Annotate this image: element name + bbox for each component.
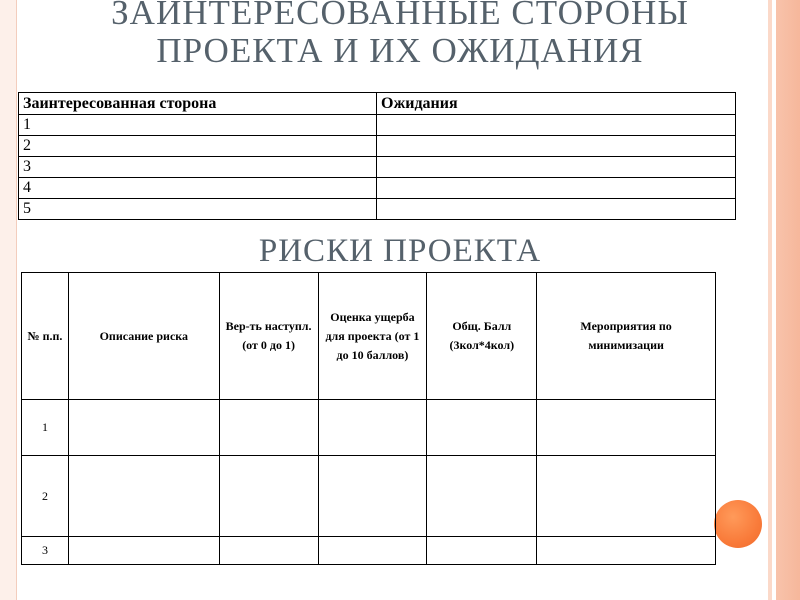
table-cell: 1 bbox=[22, 400, 69, 456]
table-row bbox=[22, 456, 716, 537]
table-row bbox=[19, 115, 736, 136]
table-cell bbox=[318, 537, 427, 565]
orange-circle-decoration bbox=[714, 500, 762, 548]
table-cell bbox=[68, 456, 219, 537]
table-row bbox=[19, 136, 736, 157]
stakeholders-table bbox=[18, 92, 736, 220]
header-probability: Вер-ть наступл. (от 0 до 1) bbox=[219, 273, 318, 400]
table-cell bbox=[427, 456, 537, 537]
table-cell bbox=[68, 400, 219, 456]
table-cell: 3 bbox=[22, 537, 69, 565]
right-decorative-border bbox=[768, 0, 800, 600]
table-cell bbox=[377, 136, 736, 157]
table-cell bbox=[318, 400, 427, 456]
table-row bbox=[22, 537, 716, 565]
table-cell bbox=[318, 456, 427, 537]
table-cell bbox=[427, 400, 537, 456]
table-header-row bbox=[22, 273, 716, 400]
header-stakeholder: Заинтересованная сторона bbox=[19, 93, 377, 115]
table-cell: 2 bbox=[22, 456, 69, 537]
table-cell bbox=[377, 178, 736, 199]
table-row bbox=[19, 199, 736, 220]
header-mitigation: Мероприятия по минимизации bbox=[537, 273, 716, 400]
table-cell bbox=[377, 115, 736, 136]
slide-title-line1: ЗАИНТЕРЕСОВАННЫЕ СТОРОНЫ bbox=[111, 0, 689, 32]
table-cell bbox=[219, 400, 318, 456]
table-cell bbox=[377, 199, 736, 220]
header-risk-description: Описание риска bbox=[68, 273, 219, 400]
table-cell bbox=[377, 157, 736, 178]
table-cell bbox=[427, 537, 537, 565]
table-cell: 1 bbox=[19, 115, 377, 136]
slide-title bbox=[40, 0, 760, 70]
header-expectations: Ожидания bbox=[377, 93, 736, 115]
table-cell bbox=[537, 400, 716, 456]
table-cell: 4 bbox=[19, 178, 377, 199]
table-cell bbox=[537, 537, 716, 565]
table-row bbox=[22, 400, 716, 456]
table-cell: 5 bbox=[19, 199, 377, 220]
table-cell bbox=[219, 537, 318, 565]
risks-section-title: РИСКИ ПРОЕКТА bbox=[258, 233, 542, 269]
risks-table bbox=[21, 272, 716, 565]
header-number: № п.п. bbox=[22, 273, 69, 400]
table-cell: 3 bbox=[19, 157, 377, 178]
slide-title-line2: ПРОЕКТА И ИХ ОЖИДАНИЯ bbox=[156, 31, 644, 70]
left-decorative-border bbox=[0, 0, 17, 600]
table-cell bbox=[68, 537, 219, 565]
table-header-row bbox=[19, 93, 736, 115]
table-cell: 2 bbox=[19, 136, 377, 157]
table-cell bbox=[219, 456, 318, 537]
header-total-score: Общ. Балл (3кол*4кол) bbox=[427, 273, 537, 400]
table-row bbox=[19, 157, 736, 178]
header-damage-assessment: Оценка ущерба для проекта (от 1 до 10 баллов) bbox=[318, 273, 427, 400]
table-cell bbox=[537, 456, 716, 537]
table-row bbox=[19, 178, 736, 199]
